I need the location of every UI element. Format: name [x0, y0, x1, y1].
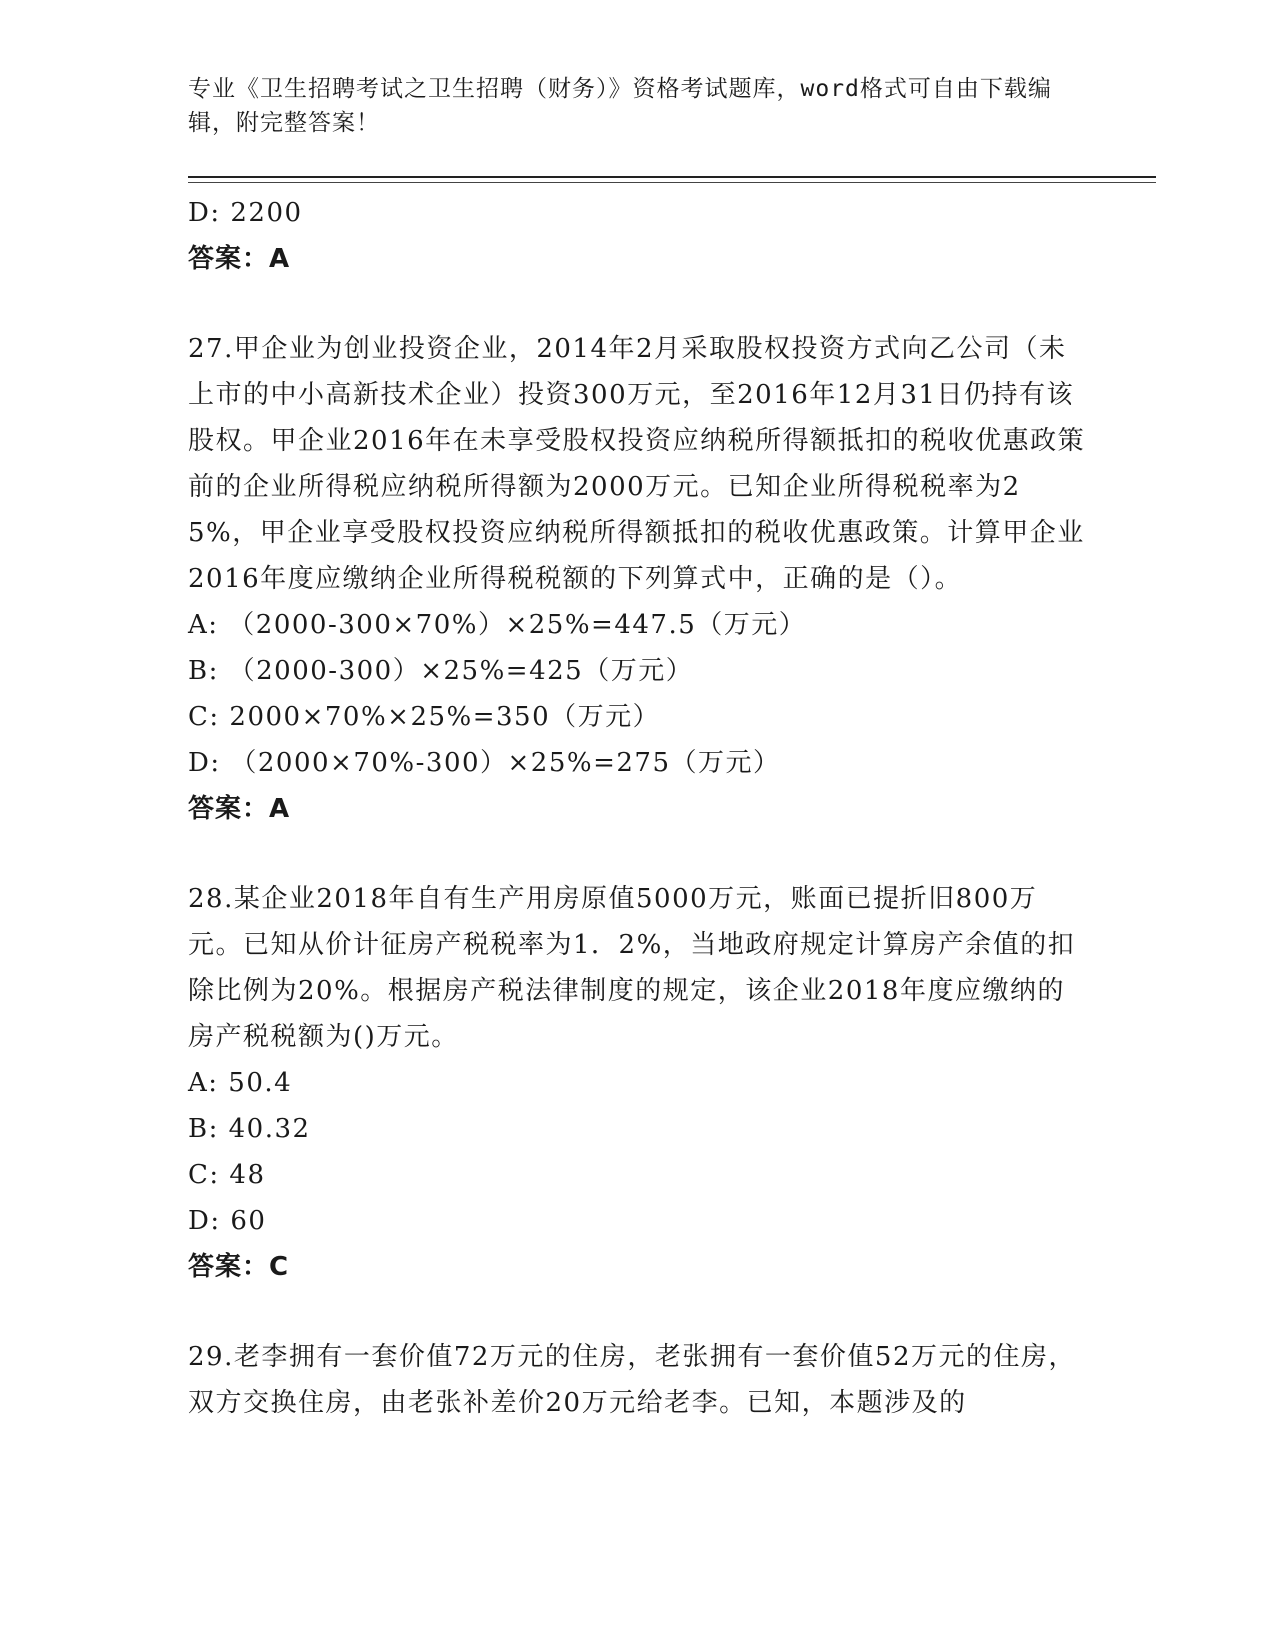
question-28-option-a: A: 50.4 [188, 1068, 293, 1098]
question-27-stem: 27.甲企业为创业投资企业，2014年2月采取股权投资方式向乙公司（未上市的中小高新技术企业）投资300万元，至2016年12月31日仍持有该股权。甲企业2016年在未享受股权投资应纳税所得额抵扣的税收优惠政策前的企业所得税应纳税所得额为2000万元。已知企业所得税税率为25%，甲企业享受股权投资应纳税所得额抵扣的税收优惠政策。计算甲企业2016年度应缴纳企业所得税税额的下列算式中，正确的是（）。 [188, 334, 1086, 594]
question-27-option-a: A: （2000-300×70%）×25%=447.5（万元） [188, 610, 807, 640]
spacer [188, 832, 1088, 876]
document-header: 专业《卫生招聘考试之卫生招聘（财务）》资格考试题库，word格式可自由下载编辑，附完整答案！ [188, 76, 1052, 136]
question-28-answer: 答案：C [188, 1252, 290, 1282]
question-28-stem: 28.某企业2018年自有生产用房原值5000万元，账面已提折旧800万元。已知从价计征房产税税率为1．2%，当地政府规定计算房产余值的扣除比例为20%。根据房产税法律制度的规定，该企业2018年度应缴纳的房产税税额为()万元。 [188, 884, 1076, 1052]
question-27-answer: 答案：A [188, 794, 291, 824]
question-28-option-c: C: 48 [188, 1160, 266, 1190]
question-27-option-d: D: （2000×70%-300）×25%=275（万元） [188, 748, 781, 778]
spacer [188, 282, 1088, 326]
prev-option-d: D: 2200 [188, 198, 303, 228]
header-rule-thick [188, 176, 1156, 178]
question-27-option-c: C: 2000×70%×25%=350（万元） [188, 702, 661, 732]
question-29-stem: 29.老李拥有一套价值72万元的住房，老张拥有一套价值52万元的住房，双方交换住房，由老张补差价20万元给老李。已知，本题涉及的 [188, 1342, 1077, 1418]
spacer [188, 1290, 1088, 1334]
prev-answer: 答案：A [188, 244, 291, 274]
question-27-option-b: B: （2000-300）×25%=425（万元） [188, 656, 694, 686]
question-28-option-d: D: 60 [188, 1206, 267, 1236]
question-28-option-b: B: 40.32 [188, 1114, 311, 1144]
question-content [188, 190, 1088, 1426]
header-rule-thin [188, 182, 1156, 183]
